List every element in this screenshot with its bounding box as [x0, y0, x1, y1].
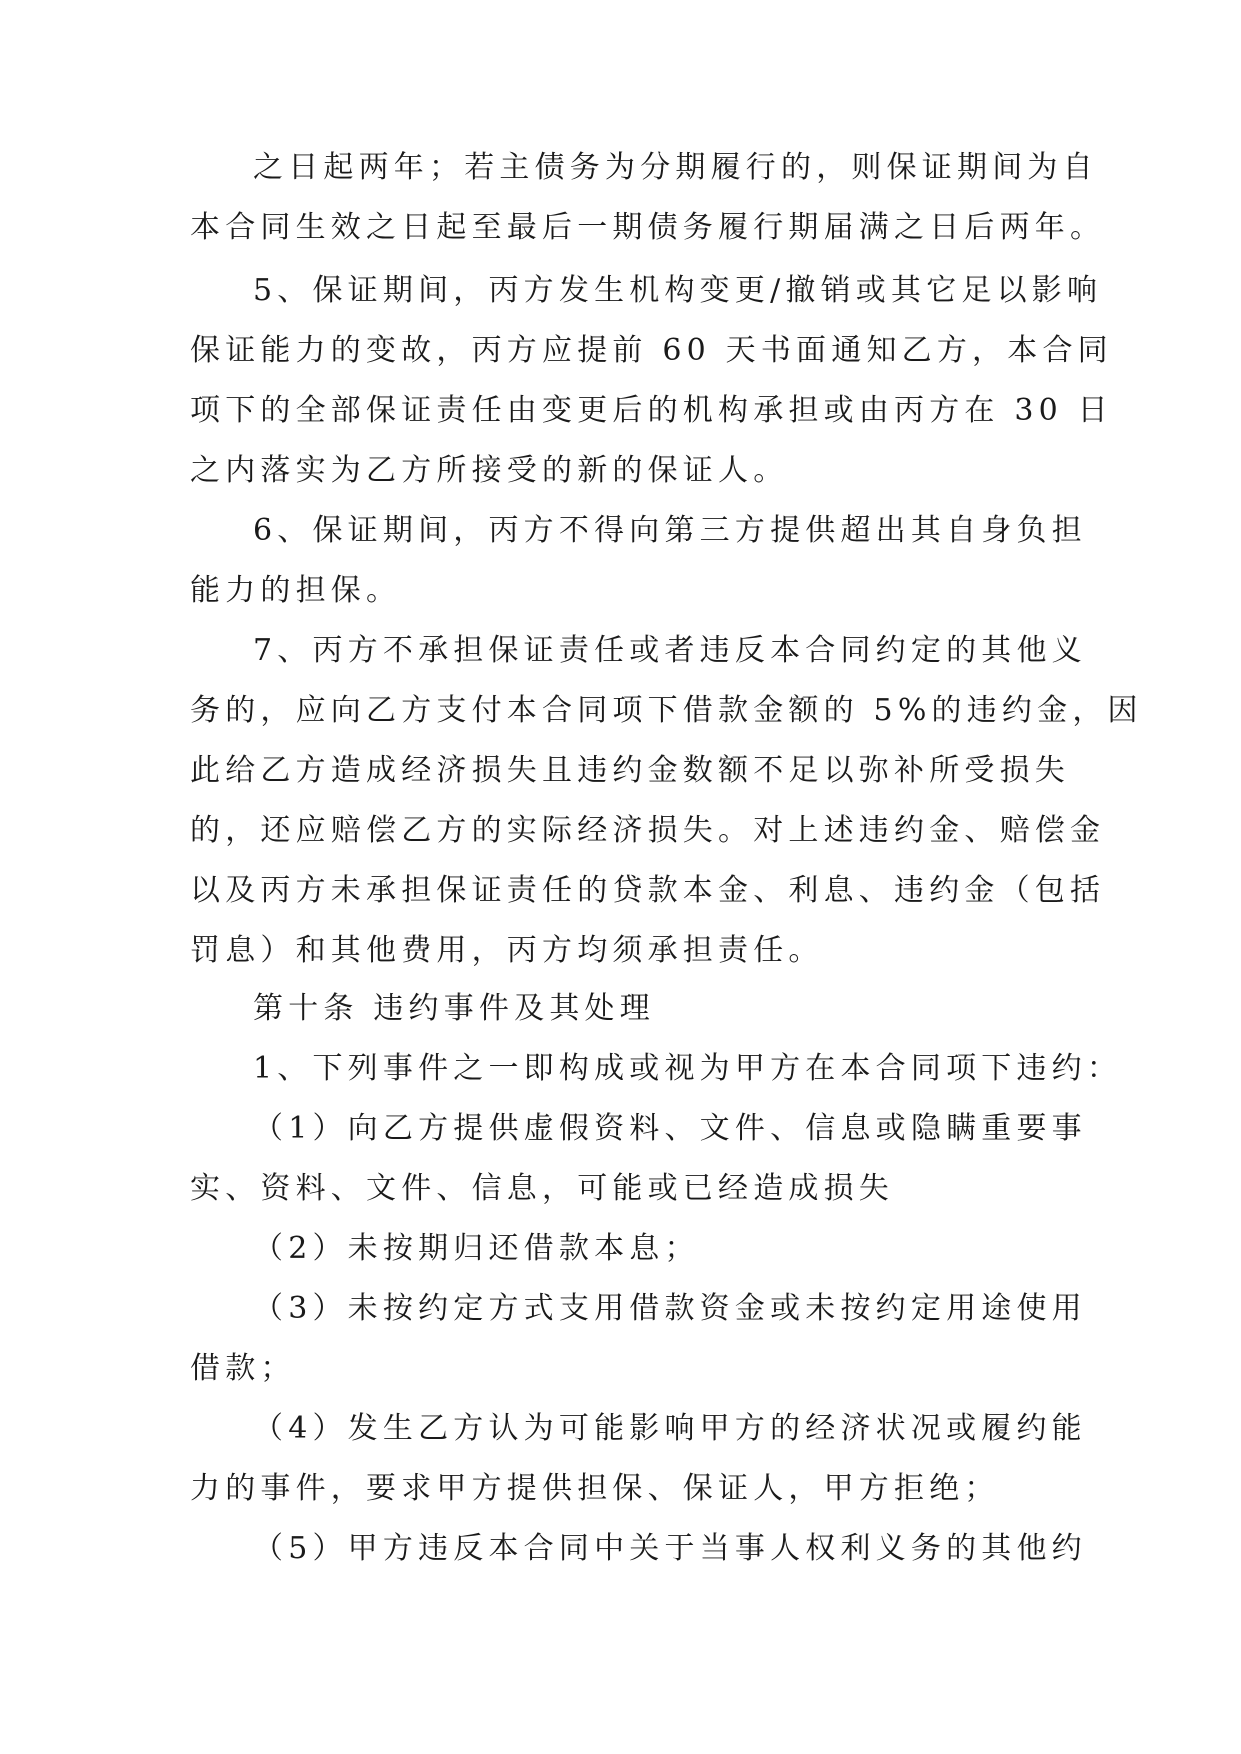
- item-4-line: （4）发生乙方认为可能影响甲方的经济状况或履约能: [253, 1411, 1087, 1446]
- item-3-line: （3）未按约定方式支用借款资金或未按约定用途使用: [253, 1291, 1087, 1326]
- text-line: 务的，应向乙方支付本合同项下借款金额的 5%的违约金，因: [190, 693, 1143, 728]
- text-line: 之日起两年；若主债务为分期履行的，则保证期间为自: [253, 150, 1098, 185]
- text-line: 罚息）和其他费用，丙方均须承担责任。: [190, 933, 824, 968]
- text-line: 之内落实为乙方所接受的新的保证人。: [190, 453, 789, 488]
- clause-7-line: 7、丙方不承担保证责任或者违反本合同约定的其他义: [253, 633, 1087, 668]
- text-line: 力的事件，要求甲方提供担保、保证人，甲方拒绝；: [190, 1471, 1000, 1506]
- text-line: 能力的担保。: [190, 573, 402, 608]
- item-5-line: （5）甲方违反本合同中关于当事人权利义务的其他约: [253, 1531, 1087, 1566]
- text-line: 本合同生效之日起至最后一期债务履行期届满之日后两年。: [190, 210, 1106, 245]
- text-line: 此给乙方造成经济损失且违约金数额不足以弥补所受损失: [190, 753, 1070, 788]
- section-heading: 第十条 违约事件及其处理: [253, 991, 655, 1026]
- item-2-line: （2）未按期归还借款本息；: [253, 1231, 700, 1266]
- text-line: 保证能力的变故，丙方应提前 60 天书面通知乙方，本合同: [190, 333, 1113, 368]
- text-line: 以及丙方未承担保证责任的贷款本金、利息、违约金（包括: [190, 873, 1106, 908]
- text-line: 实、资料、文件、信息，可能或已经造成损失: [190, 1171, 894, 1206]
- clause-1-line: 1、下列事件之一即构成或视为甲方在本合同项下违约：: [253, 1051, 1123, 1086]
- text-line: 的，还应赔偿乙方的实际经济损失。对上述违约金、赔偿金: [190, 813, 1106, 848]
- text-line: 项下的全部保证责任由变更后的机构承担或由丙方在 30 日: [190, 393, 1113, 428]
- clause-5-line: 5、保证期间，丙方发生机构变更/撤销或其它足以影响: [253, 273, 1103, 308]
- text-line: 借款；: [190, 1351, 296, 1386]
- item-1-line: （1）向乙方提供虚假资料、文件、信息或隐瞒重要事: [253, 1111, 1087, 1146]
- clause-6-line: 6、保证期间，丙方不得向第三方提供超出其自身负担: [253, 513, 1087, 548]
